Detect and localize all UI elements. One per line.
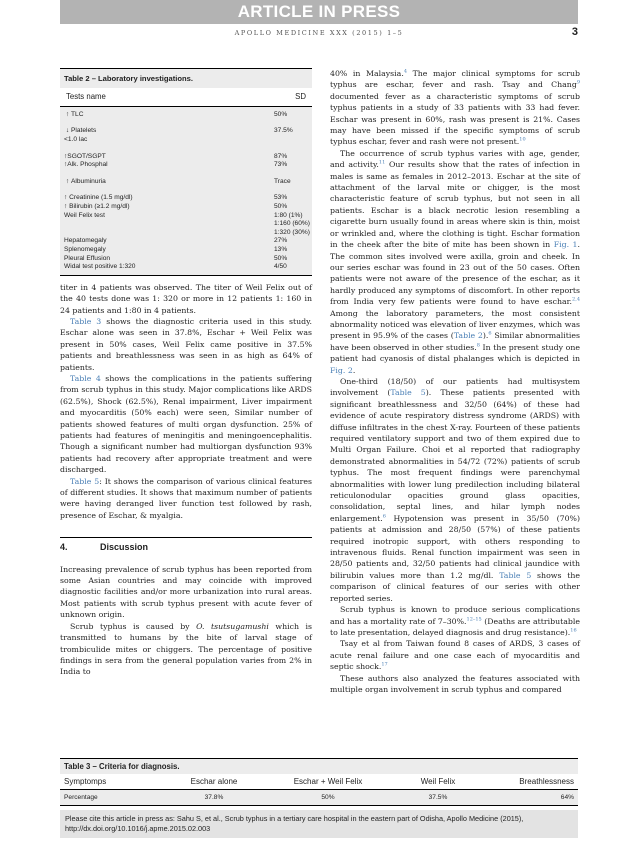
test-name: ↑SGOT/SGPT xyxy=(64,152,106,160)
table-3-cell: 64% xyxy=(560,794,574,801)
table-row xyxy=(60,111,312,120)
table-3-header-cell: Breathlessness xyxy=(519,777,574,786)
table-row xyxy=(60,263,312,272)
test-value-cell: 1:80 (1%) xyxy=(274,211,303,219)
row-spacer xyxy=(60,170,312,178)
test-name-cell xyxy=(60,178,274,187)
table-3-cell: 37.5% xyxy=(428,794,448,801)
fig-2-link[interactable]: Fig. 2 xyxy=(330,365,353,375)
table-3-cell: 37.8% xyxy=(204,794,224,801)
table-4-link[interactable]: Table 4 xyxy=(70,373,101,383)
citation-sup[interactable]: 2,4 xyxy=(572,296,580,303)
table-row xyxy=(60,127,312,136)
table-2 xyxy=(60,68,312,276)
citation-box: Please cite this article in press as: Sahu S, et al., Scrub typhus in a tertiary care hospital in the eastern part of Odisha, Apollo Medicine (2015), http://dx.doi.org/10.1016/j.apme.2015.02.003 xyxy=(60,810,578,838)
test-name: ↑ Bilirubin (≥1.2 mg/dl) xyxy=(64,202,130,210)
table-3-link[interactable]: Table 3 xyxy=(70,316,102,326)
test-name: Splenomegaly xyxy=(64,245,106,253)
table-row xyxy=(60,790,578,806)
table-row xyxy=(60,212,312,221)
test-value-cell: 37.5% xyxy=(274,127,293,135)
table-row xyxy=(60,255,312,264)
test-value-cell: 50% xyxy=(274,254,288,262)
table-5-link[interactable]: Table 5 xyxy=(499,570,532,580)
test-value-cell: 27% xyxy=(274,237,288,245)
test-name-cell xyxy=(60,263,274,272)
test-name-cell xyxy=(60,153,274,162)
left-column xyxy=(60,68,312,678)
test-value-cell xyxy=(274,136,312,145)
paragraph xyxy=(60,476,312,522)
citation-sup[interactable]: 10 xyxy=(519,136,526,143)
table-row xyxy=(60,203,312,212)
citation-sup[interactable]: 8 xyxy=(476,342,480,349)
test-name-cell xyxy=(60,127,274,136)
test-name-cell xyxy=(60,246,274,255)
test-name: Platelets xyxy=(71,127,97,135)
paragraph: Scrub typhus is known to produce serious complications and has a mortality rate of 7–30%.$^{12-15}$ (Deaths are attributable to late presentation, delayed diagnosis and drug resistance).$^{16}$ xyxy=(330,605,580,637)
table-row xyxy=(60,220,312,229)
test-name: <1.0 lac xyxy=(64,136,88,143)
citation-sup[interactable]: 9 xyxy=(576,79,580,86)
paragraph: The occurrence of scrub typhus varies with age, gender, and activity.$^{11}$ Our results show that the rates of infection in males is same as females in 2012–2013. Eschar at the site of attachment of the larval mite or chigger, is the most characteristic feature of scrub typhus, but not seen in all patients. Eschar is a black necrotic lesion resembling a cigarette burn usually found in areas where skin is thin, moist or wrinkled and, where the clothing is tight. Eschar formation in the cheek after the bite of mite has been shown in Fig. 1. The common sites involved were axilla, groin and cheek. In our series eschar was found in 23 out of the 50 cases. Often patients were not aware of the presence of the eschar, as it hardly produced any symptoms of discomfort. In other reports from India very few patients were found to have eschar.$^{2,4}$ Among the laboratory parameters, the most consistent abnormality noticed was elevation of liver enzymes, which was present in 95.9% of the cases (Table 2).$^6$ Similar abnormalities have been observed in other studies.$^8$ In the present study one patient had cyanosis of distal phalanges which is depicted in Fig. 2. xyxy=(330,148,581,375)
test-value-cell: 1:320 (30%) xyxy=(274,228,310,236)
test-name: Widal test positive 1:320 xyxy=(64,263,136,271)
table-row xyxy=(60,161,312,170)
row-spacer xyxy=(60,119,312,127)
test-name-cell xyxy=(60,212,274,221)
table-row xyxy=(60,194,312,203)
test-name-cell xyxy=(60,203,274,212)
paragraph xyxy=(60,373,312,476)
test-name: Hepatomegaly xyxy=(64,237,107,245)
test-value-cell: 53% xyxy=(274,194,288,202)
table-row xyxy=(60,246,312,255)
test-name: TLC xyxy=(71,110,84,118)
test-value-cell: Trace xyxy=(274,177,291,185)
table-3-cell: 50% xyxy=(321,794,335,801)
table-row xyxy=(60,237,312,246)
section-title: Discussion xyxy=(100,542,149,553)
table-2-link[interactable]: Table 2 xyxy=(453,331,483,341)
test-name-cell xyxy=(60,111,274,120)
test-name: Albuminuria xyxy=(71,177,106,185)
test-value-cell: 1:160 (60%) xyxy=(274,220,310,228)
test-value-cell: 50% xyxy=(274,110,288,118)
arrow-up-icon: ↑ xyxy=(65,177,70,185)
table-3-header-cell: Weil Felix xyxy=(420,777,456,786)
table-3 xyxy=(60,758,578,806)
fig-1-link[interactable]: Fig. 1 xyxy=(553,240,578,250)
citation-sup[interactable]: 6 xyxy=(382,513,386,520)
table-3-header-cell: Symptomps xyxy=(64,777,107,786)
arrow-down-icon: ↓ xyxy=(65,127,70,135)
right-column xyxy=(330,68,580,695)
paragraph xyxy=(60,316,312,373)
page-number: 3 xyxy=(571,26,578,38)
paragraph-text: : It shows the comparison of various clinical features of different studies. It shows that maximum number of patients were having deranged liver function test followed by rash, presence of Eschar, & myalgia. xyxy=(60,476,312,520)
citation-sup[interactable]: 12–15 xyxy=(466,615,482,622)
citation-sup[interactable]: 17 xyxy=(381,661,388,668)
section-number: 4. xyxy=(60,542,68,553)
test-name-cell xyxy=(60,136,274,145)
paragraph: These authors also analyzed the features associated with multiple organ involvement in scrub typhus and compared xyxy=(330,673,580,694)
citation-sup[interactable]: 6 xyxy=(488,330,492,337)
table-5-link[interactable]: Table 5 xyxy=(70,476,100,486)
paragraph xyxy=(60,621,312,678)
test-name: ↑Alk. Phosphal xyxy=(64,161,108,169)
citation-sup[interactable]: 4 xyxy=(403,68,407,75)
paragraph-text: Scrub typhus is caused by xyxy=(70,621,197,631)
paragraph: Tsay et al from Taiwan found 8 cases of ARDS, 3 cases of acute renal failure and one case each of myocarditis and septic shock.$^{17}$ xyxy=(330,639,580,672)
table-5-link[interactable]: Table 5 xyxy=(390,388,426,398)
test-name-cell xyxy=(60,237,274,246)
citation-sup[interactable]: 11 xyxy=(378,159,386,166)
paragraph-text: shows the diagnostic criteria used in this study. Eschar alone was seen in 37.8%, Eschar + Weil Felix was present in 50% cases, Weil Felix came positive in 37.5% patients and breathlessness was seen in as high as 64% of patients. xyxy=(60,316,312,372)
paragraph: One-third (18/50) of our patients had multisystem involvement (Table 5). These patients presented with significant breathlessness and 32/50 (64%) of these had evidence of acute respiratory distress syndrome (ARDS) with diffuse infiltrates in the chest X-ray. Fourteen of these patients required ventilatory support and two of them expired due to Multi Organ Failure. Choi et al reported that radiography demonstrated abnormalities in 54/72 (72%) patients of scrub typhus. The most frequent findings were parenchymal abnormalities with lower lung predilection including bilateral reticulonodular opacities ground glass opacities, consolidation, septal lines, and hilar lymph nodes enlargement.$^6$ Hypotension was present in 35/50 (70%) patients at admission and 28/50 (57%) of these patients required inotropic support, with others responding to intravenous fluids. Renal function impairment was seen in 28/50 patients and, 32/50 patients had clinical jaundice with bilirubin values more than 1.2 mg/dl. Table 5 shows the comparison of clinical features of our series with other reported series. xyxy=(330,376,581,603)
table-3-header xyxy=(60,774,578,790)
table-row xyxy=(60,136,312,145)
paragraph: Increasing prevalence of scrub typhus has been reported from some Asian countries and may coincide with improved diagnostic facilities and/or more urbanization into rural areas. Most patients with scrub typhus present with acute fever of unknown origin. xyxy=(60,564,312,620)
table-3-caption: Table 3 – Criteria for diagnosis. xyxy=(60,758,578,774)
citation-sup[interactable]: 16 xyxy=(570,627,577,634)
table-2-body xyxy=(60,107,312,275)
paragraph: 40% in Malaysia.$^4$ The major clinical symptoms for scrub typhus are eschar, fever and rash. Tsay and Chang$^9$ documented fever as a characteristic symptoms of scrub typhus patients in a study of 33 patients with 33 had fever. Eschar was present in 60%, rash was present is 21%. Cases may have been missed if the specific symptoms of scrub typhus eschar, fever and rash were not present.$^{10}$ xyxy=(330,68,580,147)
organism-name: O. tsutsugamushi xyxy=(196,621,269,631)
test-value-cell: 87% xyxy=(274,152,288,160)
test-value-cell: 50% xyxy=(274,202,288,210)
col-sd: SD xyxy=(295,92,306,102)
table-row xyxy=(60,229,312,238)
row-spacer xyxy=(60,145,312,153)
test-name-cell xyxy=(60,229,274,238)
table-row xyxy=(60,178,312,187)
row-spacer xyxy=(60,186,312,194)
paragraph-text: which is transmitted to humans by the bite of larval stage of trombiculide mites or chiggers. The percentage of positive findings in sera from the general population varies from 2% in India to xyxy=(60,621,312,677)
test-name: Pleural Effusion xyxy=(64,254,111,262)
test-value-cell: 4/50 xyxy=(274,263,287,271)
running-head: APOLLO MEDICINE XXX (2015) 1–5 xyxy=(234,29,404,37)
section-heading xyxy=(60,537,312,553)
test-name-cell xyxy=(60,255,274,264)
paragraph: titer in 4 patients was observed. The titer of Weil Felix out of the 40 tests done was 1: 320 or more in 12 patients 1: 160 in 24 patients and 1:80 in 4 patients. xyxy=(60,282,312,315)
table-3-cell: Percentage xyxy=(64,794,98,801)
test-name: ↑ Creatinine (1.5 mg/dl) xyxy=(64,194,133,202)
test-name-cell xyxy=(60,194,274,203)
test-name: Weil Felix test xyxy=(64,211,105,219)
arrow-up-icon: ↑ xyxy=(65,110,70,118)
col-tests-name: Tests name xyxy=(66,92,106,102)
test-value-cell: 73% xyxy=(274,161,288,169)
paragraph-text: shows the complications in the patients suffering from scrub typhus in this study. Major complications like ARDS (62.5%), Shock (62.5%), Renal impairment, Liver impairment and myocarditis (50% each) were seen, Similar number of patients showed features of multi organ dysfunction. 25% of patients had features of meningitis and meningoencephalitis. Though a significant number had multiorgan dysfunction 93% patients had recovery after appropriate treatment and were discharged. xyxy=(60,373,312,475)
table-row xyxy=(60,153,312,162)
test-name-cell xyxy=(60,220,274,229)
article-in-press-banner: ARTICLE IN PRESS xyxy=(60,0,578,24)
table-2-caption: Table 2 – Laboratory investigations. xyxy=(60,68,312,88)
table-3-header-cell: Eschar + Weil Felix xyxy=(293,777,363,786)
table-3-header-cell: Eschar alone xyxy=(190,777,238,786)
test-value-cell: 13% xyxy=(274,245,288,253)
table-2-header xyxy=(60,88,312,106)
test-name-cell xyxy=(60,161,274,170)
